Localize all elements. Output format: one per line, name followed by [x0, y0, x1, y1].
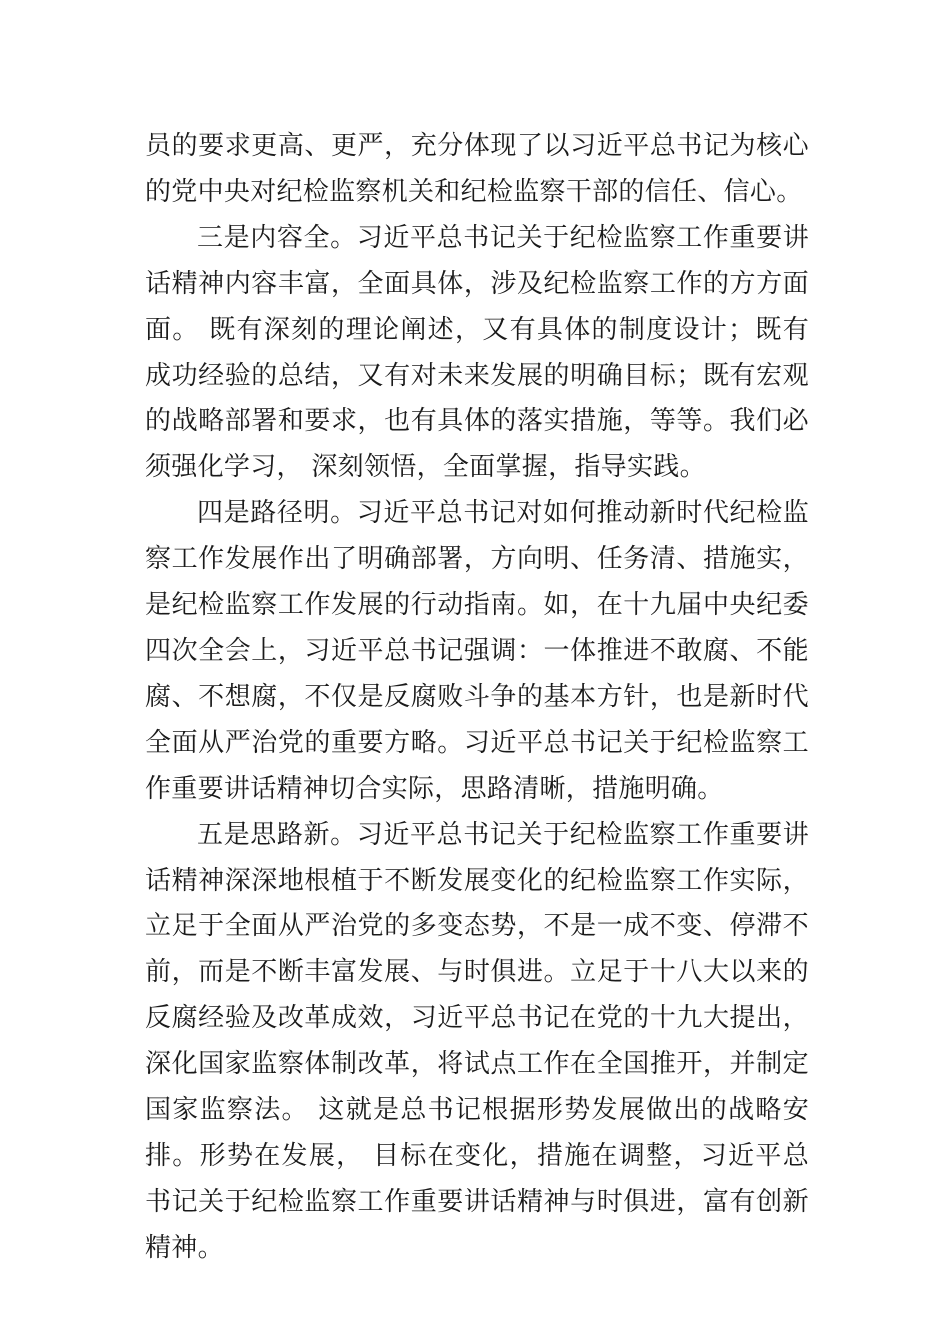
document-page	[145, 124, 809, 1272]
paragraph-content-complete: 三是内容全。习近平总书记关于纪检监察工作重要讲话精神内容丰富，全面具体，涉及纪检监察工作的方方面面。 既有深刻的理论阐述，又有具体的制度设计；既有成功经验的总结，又有对未来发展的明确目标；既有宏观的战略部署和要求，也有具体的落实措施，等等。我们必须强化学习， 深刻领悟，全面掌握，指导实践。	[145, 222, 809, 483]
paragraph-continuation: 员的要求更高、更严，充分体现了以习近平总书记为核心的党中央对纪检监察机关和纪检监察干部的信任、信心。	[145, 131, 809, 207]
paragraph-new-thinking: 五是思路新。习近平总书记关于纪检监察工作重要讲话精神深深地根植于不断发展变化的纪检监察工作实际，立足于全面从严治党的多变态势，不是一成不变、停滞不前，而是不断丰富发展、与时俱进。立足于十八大以来的反腐经验及改革成效，习近平总书记在党的十九大提出，深化国家监察体制改革，将试点工作在全国推开，并制定国家监察法。 这就是总书记根据形势发展做出的战略安排。形势在发展， 目标在变化，措施在调整，习近平总书记关于纪检监察工作重要讲话精神与时俱进，富有创新精神。	[145, 819, 809, 1263]
paragraph-path-clear: 四是路径明。习近平总书记对如何推动新时代纪检监察工作发展作出了明确部署，方向明、任务清、措施实，是纪检监察工作发展的行动指南。如，在十九届中央纪委四次全会上，习近平总书记强调：一体推进不敢腐、不能腐、不想腐，不仅是反腐败斗争的基本方针，也是新时代全面从严治党的重要方略。习近平总书记关于纪检监察工作重要讲话精神切合实际，思路清晰，措施明确。	[145, 498, 809, 804]
